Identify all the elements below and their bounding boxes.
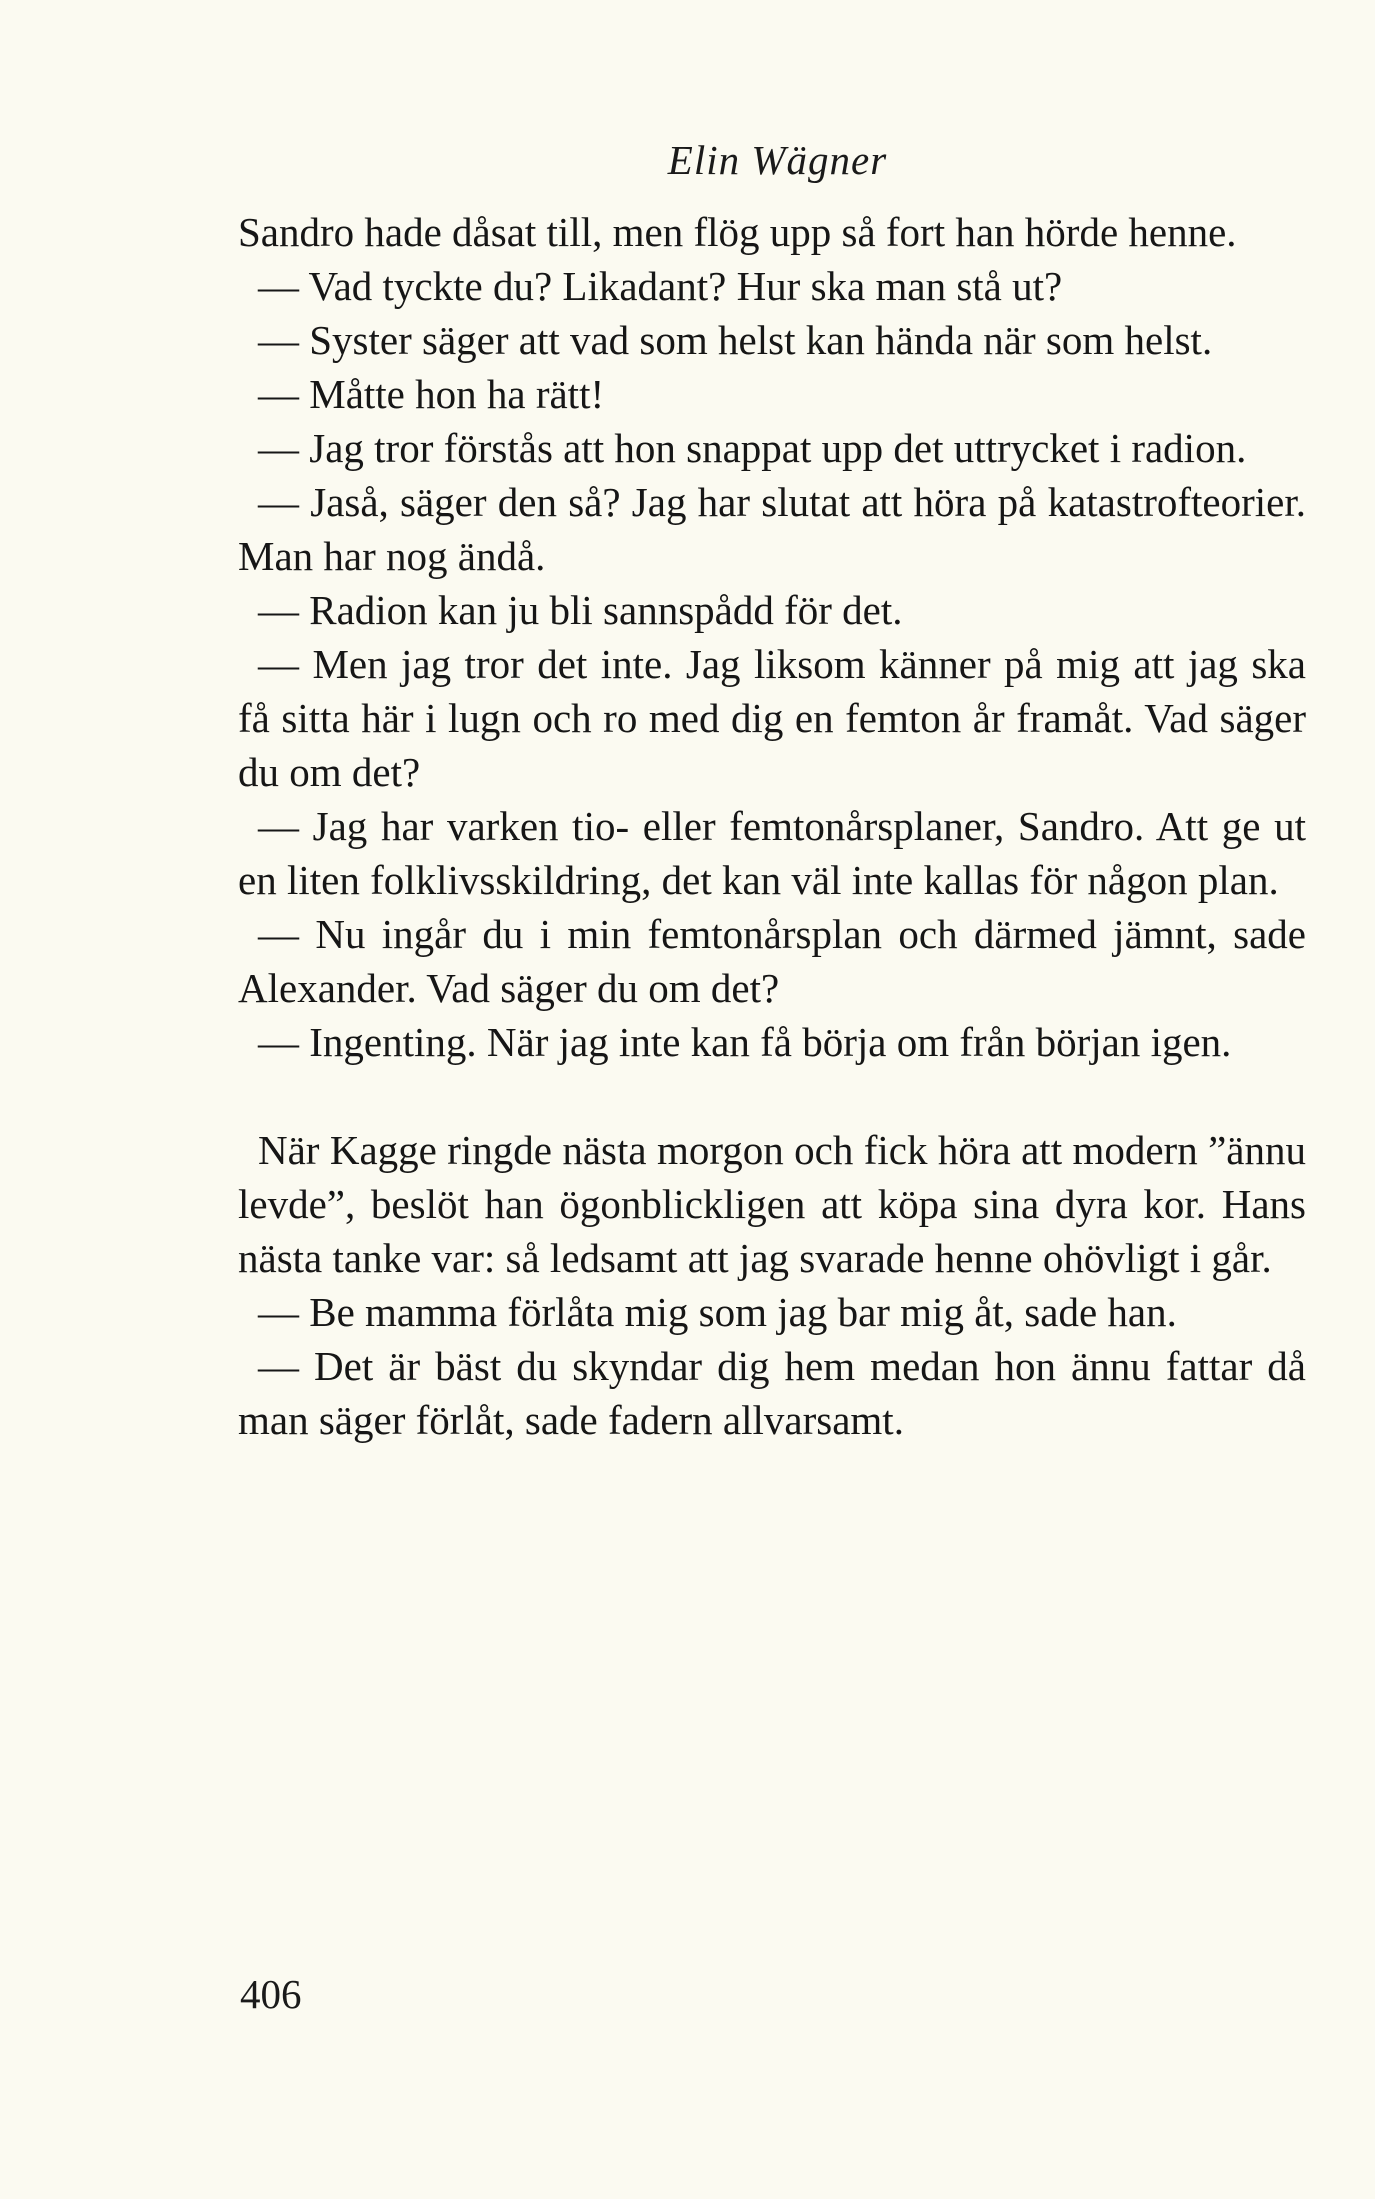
paragraph: — Jag har varken tio- eller femtonårsplaner, Sandro. Att ge ut en liten folklivsskildring, det kan väl inte kallas för någon plan. — [238, 803, 1306, 903]
paragraph: — Vad tyckte du? Likadant? Hur ska man stå ut? — [258, 263, 1063, 309]
paragraph: Sandro hade dåsat till, men flög upp så fort han hörde henne. — [238, 209, 1237, 255]
paragraph: — Syster säger att vad som helst kan hända när som helst. — [258, 317, 1213, 363]
paragraph: — Måtte hon ha rätt! — [258, 371, 605, 417]
page-number: 406 — [240, 1971, 302, 2017]
paragraph: — Nu ingår du i min femtonårsplan och därmed jämnt, sade Alexander. Vad säger du om det? — [238, 911, 1306, 1011]
paragraph: — Det är bäst du skyndar dig hem medan hon ännu fattar då man säger förlåt, sade fadern allvarsamt. — [238, 1343, 1306, 1443]
paragraph: — Radion kan ju bli sannspådd för det. — [258, 587, 903, 633]
running-head: Elin Wägner — [667, 137, 888, 183]
paragraph: — Ingenting. När jag inte kan få börja om från början igen. — [258, 1019, 1232, 1065]
paragraph: — Men jag tror det inte. Jag liksom känner på mig att jag ska få sitta här i lugn och ro med dig en femton år framåt. Vad säger du om det? — [238, 641, 1306, 795]
paragraph: — Be mamma förlåta mig som jag bar mig åt, sade han. — [258, 1289, 1177, 1335]
paragraph: — Jag tror förstås att hon snappat upp det uttrycket i radion. — [258, 425, 1247, 471]
section-break — [238, 1069, 1306, 1123]
paragraph: När Kagge ringde nästa morgon och fick höra att modern ”ännu levde”, beslöt han ögonblickligen att köpa sina dyra kor. Hans nästa tanke var: så ledsamt att jag svarade henne ohövligt i går. — [238, 1127, 1306, 1281]
paragraph: — Jaså, säger den så? Jag har slutat att höra på katastrofteorier. Man har nog ändå. — [238, 479, 1306, 579]
body-text — [238, 205, 1306, 1447]
